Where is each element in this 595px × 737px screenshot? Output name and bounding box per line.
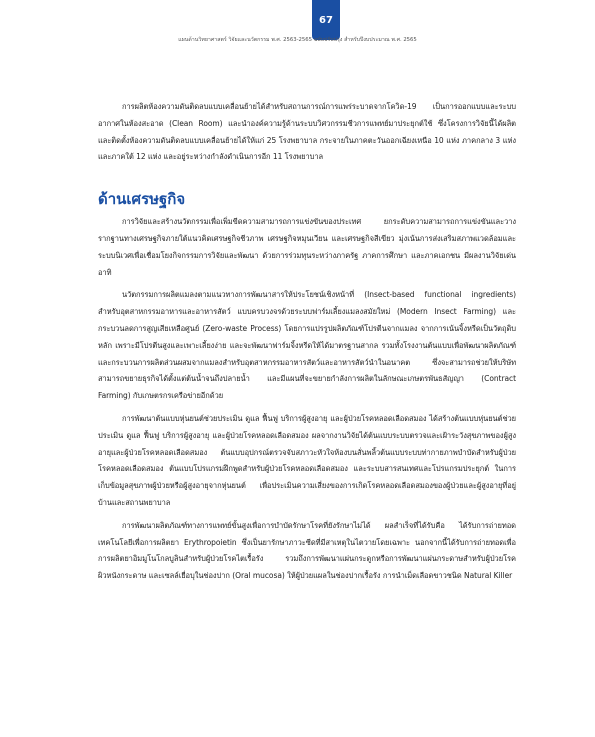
economy-paragraph: การวิจัยและสร้างนวัตกรรมเพื่อเพิ่มขีดความสามารถการแข่งขันของประเทศ ยกระดับความสามารถการแข่งขันและวางรากฐานทางเศรษฐกิจภายใต้แนวคิดเศรษฐกิจชีวภาพ เศรษฐกิจหมุนเวียน และเศรษฐกิจสีเขียว มุ่งเน้นการส่งเสริมสภาพแวดล้อมและระบบนิเวศเพื่อเชื่อมโยงกิจกรรมการวิจัยและพัฒนา ด้วยการร่วมทุนระหว่างภาครัฐ ภาคการศึกษา และภาคเอกชน มีผลงานวิจัยเด่น อาทิ (98, 217, 516, 277)
economy-paragraph: การพัฒนาผลิตภัณฑ์ทางการแพทย์ขั้นสูงเพื่อการบำบัดรักษาโรคที่ยังรักษาไม่ได้ ผลสำเร็จที่ได้รับคือ ได้รับการถ่ายทอดเทคโนโลยีเพื่อการผลิตยา Erythropoietin ซึ่งเป็นยารักษาภาวะซีดที่มีสาเหตุในไตวายโดยเฉพาะ นอกจากนี้ได้รับการถ่ายทอดเพื่อการผลิตยาอิมมูโนโกลบูลินสำหรับผู้ป่วยโรคไตเรื้อรัง รวมถึงการพัฒนาแผ่นกระดูกหรือการพัฒนาแผ่นกระดาษสำหรับผู้ป่วยโรคผิวหนังกระดาษ และเซลล์เยื่อบุในช่องปาก (Oral mucosa) ให้ผู้ป่วยแผลในช่องปากเรื้อรัง การนำเม็ดเลือดขาวชนิด Natural Killer (98, 520, 516, 581)
economy-paragraph: นวัตกรรมการผลิตแมลงตามแนวทางการพัฒนาสารให้ประโยชน์เชิงหน้าที่ (Insect-based functional ingredients) สำหรับอุตสาหกรรมอาหารและอาหารสัตว์ แบบครบวงจรด้วยระบบฟาร์มเลี้ยงแมลงสมัยใหม่ (Modern Insect Farming) และกระบวนลดการสูญเสียเหลือศูนย์ (Zero-waste Process) โดยการแปรรูปผลิตภัณฑ์โปรตีนจากแมลง จากการเน้นจิ้งหรีดเป็นวัตถุดิบหลัก เพราะมีโปรตีนสูงและเพาะเลี้ยงง่าย และจะพัฒนาฟาร์มจิ้งหรีดให้ได้มาตรฐานสากล รวมทั้งโรงงานต้นแบบเพื่อพัฒนาผลิตภัณฑ์และกระบวนการผลิตส่วนผสมจากแมลงสำหรับอุตสาหกรรมอาหารสัตว์และอาหารสัตว์นำในอนาคต ซึ่งจะสามารถช่วยให้บริษัทสามารถขยายธุรกิจได้ตั้งแต่ต้นน้ำจนถึงปลายน้ำ และมีแผนที่จะขยายกำลังการผลิตในลักษณะเกษตรพันธสัญญา (Contract Farming) กับเกษตรกรเครือข่ายอีกด้วย (98, 290, 516, 401)
economy-paragraph: การพัฒนาต้นแบบหุ่นยนต์ช่วยประเมิน ดูแล ฟื้นฟู บริการผู้สูงอายุ และผู้ป่วยโรคหลอดเลือดสมอง ได้สร้างต้นแบบหุ่นยนต์ช่วยประเมิน ดูแล ฟื้นฟู บริการผู้สูงอายุ และผู้ป่วยโรคหลอดเลือดสมอง ผลจากงานวิจัยได้ต้นแบบระบบตรวจและเฝ้าระวังสุขภาพของผู้สูงอายุและผู้ป่วยโรคหลอดเลือดสมอง ต้นแบบอุปกรณ์ตรวจจับสภาวะหัวใจห้องบนสั่นพลิ้วต้นแบบระบบท่ากายภาพบำบัดสำหรับผู้ป่วยโรคหลอดเลือดสมอง ต้นแบบโปรแกรมฝึกพูดสำหรับผู้ป่วยโรคหลอดเลือดสมอง และระบบสารสนเทศและโปรแกรมประยุกต์ ในการเก็บข้อมูลสุขภาพผู้ป่วยหรือผู้สูงอายุจากหุ่นยนต์ เพื่อประเมินความเสี่ยงของการเกิดโรคหลอดเลือดสมองของผู้ป่วยและผู้สูงอายุที่อยู่บ้านและสถานพยาบาล (98, 413, 516, 507)
intro-paragraph: การผลิตห้องความดันติดลบแบบเคลื่อนย้ายได้สำหรับสถานการณ์การแพร่ระบาดจากโควิด-19 เป็นการออกแบบและระบบอากาศในห้องสะอาด (Clean Room) และนำองค์ความรู้ด้านระบบวิศวกรรมชีวการแพทย์มาประยุกต์ใช้ ซึ่งโครงการวิจัยนี้ได้ผลิตและติดตั้งห้องความดันติดลบแบบเคลื่อนย้ายได้ให้แก่ 25 โรงพยาบาล กระจายในภาคตะวันออกเฉียงเหนือ 10 แห่ง ภาคกลาง 3 แห่ง และภาคใต้ 12 แห่ง และอยู่ระหว่างกำลังดำเนินการอีก 11 โรงพยาบาล (98, 102, 516, 162)
section-title-economy: ด้านเศรษฐกิจ (98, 190, 186, 209)
page-number: 67 (312, 0, 340, 40)
page-body (98, 99, 516, 585)
running-header: แผนด้านวิทยาศาสตร์ วิจัยและนวัตกรรม พ.ศ. 2563-2565 ฉบับปรับปรุง สำหรับปีงบประมาณ พ.ศ. 2565 (178, 37, 417, 43)
